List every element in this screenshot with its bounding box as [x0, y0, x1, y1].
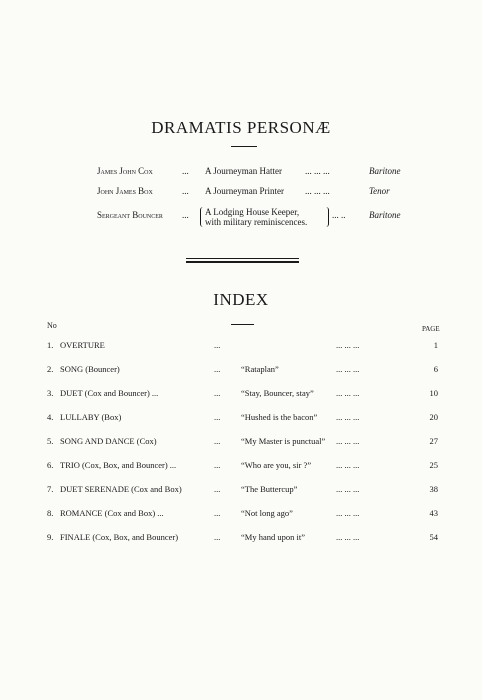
- dots: ... ... ...: [305, 186, 330, 196]
- leader-dots: ...: [214, 388, 221, 398]
- row-number: 3.: [47, 388, 54, 398]
- leader-dots: ...: [214, 484, 221, 494]
- row-title: DUET SERENADE (Cox and Box): [60, 484, 182, 494]
- row-description: “My Master is punctual”: [241, 436, 326, 446]
- row-page: 1: [433, 340, 438, 350]
- column-header-page: PAGE: [422, 325, 440, 333]
- row-page: 27: [429, 436, 438, 446]
- leader-dots: ... ... ...: [336, 364, 360, 374]
- row-number: 4.: [47, 412, 54, 422]
- row-title: FINALE (Cox, Box, and Bouncer): [60, 532, 179, 542]
- right-brace: [324, 207, 329, 227]
- row-title: ROMANCE (Cox and Box) ...: [60, 508, 164, 518]
- leader-dots: ...: [214, 364, 221, 374]
- character-name: Sergeant Bouncer: [97, 210, 163, 220]
- index-row: [0, 340, 482, 354]
- character-row: [0, 208, 482, 230]
- dramatis-title: DRAMATIS PERSONÆ: [151, 118, 331, 137]
- character-role: A Journeyman Printer: [205, 186, 284, 196]
- leader-dots: ... ... ...: [336, 436, 360, 446]
- leader-dots: ... ... ...: [336, 484, 360, 494]
- row-page: 20: [429, 412, 438, 422]
- column-header-no: No: [47, 321, 57, 330]
- row-description: “Not long ago”: [241, 508, 293, 518]
- leader-dots: ...: [214, 412, 221, 422]
- row-title: LULLABY (Box): [60, 412, 122, 422]
- index-row: [0, 484, 482, 498]
- row-description: “Hushed is the bacon”: [241, 412, 318, 422]
- title-rule: [231, 324, 254, 325]
- leader-dots: ... ... ...: [336, 460, 360, 470]
- index-row: [0, 364, 482, 378]
- leader-dots: ... ... ...: [336, 340, 360, 350]
- index-row: [0, 412, 482, 426]
- row-number: 9.: [47, 532, 54, 542]
- dots: ...: [182, 210, 189, 220]
- separator-rule: [186, 261, 299, 263]
- row-description: “Who are you, sir ?”: [241, 460, 312, 470]
- row-number: 1.: [47, 340, 54, 350]
- separator-rule: [186, 258, 299, 259]
- row-number: 2.: [47, 364, 54, 374]
- row-number: 7.: [47, 484, 54, 494]
- index-row: [0, 508, 482, 522]
- role-line: A Lodging House Keeper,: [205, 207, 300, 217]
- dots: ...: [182, 166, 189, 176]
- leader-dots: ...: [214, 436, 221, 446]
- row-title: DUET (Cox and Bouncer) ...: [60, 388, 159, 398]
- leader-dots: ... ... ...: [336, 388, 360, 398]
- character-voice: Baritone: [369, 210, 401, 220]
- row-number: 6.: [47, 460, 54, 470]
- dots: ...: [182, 186, 189, 196]
- dots: ... ..: [332, 210, 346, 220]
- leader-dots: ...: [214, 532, 221, 542]
- character-voice: Tenor: [369, 186, 390, 196]
- leader-dots: ...: [214, 340, 221, 350]
- leader-dots: ... ... ...: [336, 532, 360, 542]
- leader-dots: ... ... ...: [336, 508, 360, 518]
- row-description: “Rataplan”: [241, 364, 279, 374]
- row-title: OVERTURE: [60, 340, 105, 350]
- dots: ... ... ...: [305, 166, 330, 176]
- row-number: 5.: [47, 436, 54, 446]
- character-voice: Baritone: [369, 166, 401, 176]
- character-role: A Journeyman Hatter: [205, 166, 282, 176]
- index-row: [0, 436, 482, 450]
- leader-dots: ...: [214, 460, 221, 470]
- character-name: James John Cox: [97, 166, 153, 176]
- row-number: 8.: [47, 508, 54, 518]
- row-description: “My hand upon it”: [241, 532, 305, 542]
- row-title: SONG (Bouncer): [60, 364, 120, 374]
- row-page: 38: [429, 484, 438, 494]
- row-description: “The Buttercup”: [241, 484, 298, 494]
- row-page: 43: [429, 508, 438, 518]
- role-line: with military reminiscences.: [205, 217, 308, 227]
- title-rule: [231, 146, 257, 147]
- character-role: [205, 207, 307, 227]
- index-row: [0, 460, 482, 474]
- row-page: 10: [429, 388, 438, 398]
- row-description: “Stay, Bouncer, stay”: [241, 388, 314, 398]
- row-page: 25: [429, 460, 438, 470]
- index-title: INDEX: [213, 290, 269, 309]
- leader-dots: ...: [214, 508, 221, 518]
- index-row: [0, 532, 482, 546]
- index-row: [0, 388, 482, 402]
- row-title: SONG AND DANCE (Cox): [60, 436, 157, 446]
- character-name: John James Box: [97, 186, 153, 196]
- row-title: TRIO (Cox, Box, and Bouncer) ...: [60, 460, 177, 470]
- row-page: 6: [433, 364, 438, 374]
- leader-dots: ... ... ...: [336, 412, 360, 422]
- row-page: 54: [429, 532, 438, 542]
